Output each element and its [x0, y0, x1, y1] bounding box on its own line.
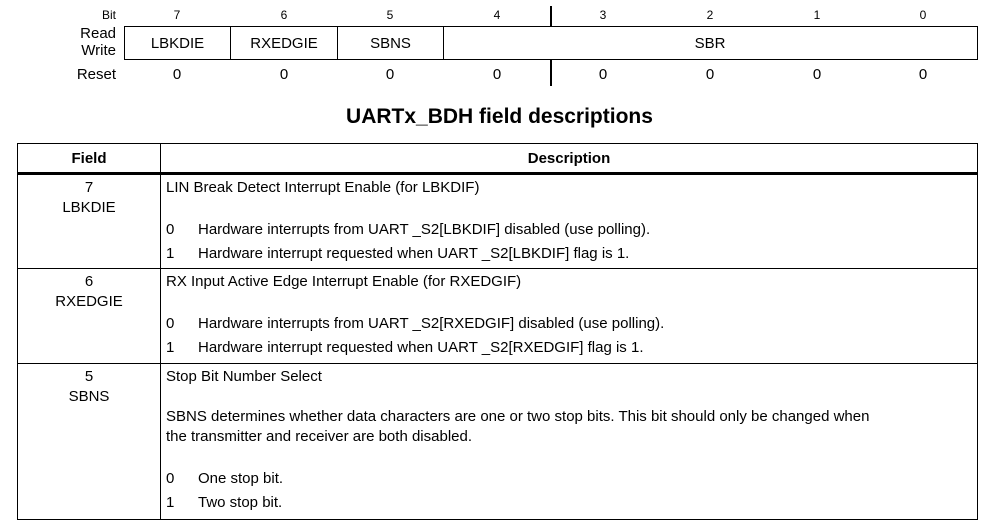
field-detail-line: SBNS determines whether data characters are one or two stop bits. This bit should only be changed when — [166, 408, 870, 425]
table-row — [18, 175, 977, 269]
option-value: 0 — [166, 315, 175, 332]
read-row-label: Read — [80, 25, 116, 42]
option-value: 0 — [166, 221, 175, 238]
description-cell — [161, 364, 977, 519]
field-sbns: SBNS — [338, 27, 444, 59]
table-row — [18, 364, 977, 519]
option-text: Hardware interrupts from UART _S2[LBKDIF] disabled (use polling). — [198, 221, 651, 238]
field-bit-number: 7 — [84, 179, 94, 196]
field-bit-number: 6 — [84, 273, 94, 290]
field-summary: LIN Break Detect Interrupt Enable (for LBKDIF) — [166, 179, 480, 196]
table-title: UARTx_BDH field descriptions — [346, 105, 653, 128]
field-cell — [18, 269, 161, 363]
field-name: RXEDGIE — [55, 293, 123, 310]
option-value: 1 — [166, 245, 175, 262]
reset-value: 0 — [705, 66, 715, 83]
description-cell — [161, 269, 977, 363]
table-header — [18, 144, 977, 175]
field-lbkdie: LBKDIE — [125, 27, 231, 59]
bit-number: 1 — [813, 8, 821, 22]
write-row-label: Write — [81, 42, 116, 59]
description-cell — [161, 175, 977, 268]
reset-value: 0 — [385, 66, 395, 83]
register-diagram — [0, 0, 999, 92]
bit-number: 2 — [706, 8, 714, 22]
bit-number: 6 — [280, 8, 288, 22]
value-option — [166, 242, 973, 266]
option-value: 1 — [166, 494, 175, 511]
option-text: Hardware interrupt requested when UART _S2[RXEDGIF] flag is 1. — [198, 339, 644, 356]
nibble-divider-top — [550, 6, 552, 26]
value-option — [166, 336, 973, 360]
field-rxedgie: RXEDGIE — [231, 27, 338, 59]
nibble-divider-bottom — [550, 60, 552, 86]
reset-value: 0 — [918, 66, 928, 83]
bit-number: 7 — [173, 8, 181, 22]
reset-value: 0 — [812, 66, 822, 83]
value-option — [166, 218, 973, 242]
table-row — [18, 269, 977, 364]
field-sbr: SBR — [694, 34, 726, 52]
value-option — [166, 312, 973, 336]
reset-value: 0 — [279, 66, 289, 83]
bit-number: 4 — [493, 8, 501, 22]
option-text: Hardware interrupts from UART _S2[RXEDGIF] disabled (use polling). — [198, 315, 665, 332]
reset-value: 0 — [598, 66, 608, 83]
bit-number: 3 — [599, 8, 607, 22]
field-cell — [18, 364, 161, 519]
option-text: One stop bit. — [198, 470, 284, 487]
bit-number: 0 — [919, 8, 927, 22]
bit-row-label: Bit — [101, 8, 116, 22]
reset-value: 0 — [492, 66, 502, 83]
register-field-box — [124, 26, 978, 60]
reset-row-label: Reset — [76, 66, 116, 83]
description-column-header: Description — [527, 149, 611, 167]
field-description-table — [17, 143, 978, 520]
option-value: 0 — [166, 470, 175, 487]
field-name: LBKDIE — [62, 199, 116, 216]
value-option — [166, 491, 973, 515]
field-column-header: Field — [18, 144, 161, 172]
field-detail-line: the transmitter and receiver are both disabled. — [166, 428, 472, 445]
field-bit-number: 5 — [84, 368, 94, 385]
value-option — [166, 467, 973, 491]
option-value: 1 — [166, 339, 175, 356]
field-cell — [18, 175, 161, 268]
field-name: SBNS — [68, 388, 110, 405]
bit-number: 5 — [386, 8, 394, 22]
option-text: Two stop bit. — [198, 494, 283, 511]
field-summary: RX Input Active Edge Interrupt Enable (for RXEDGIF) — [166, 273, 522, 290]
option-text: Hardware interrupt requested when UART _S2[LBKDIF] flag is 1. — [198, 245, 630, 262]
field-summary: Stop Bit Number Select — [166, 368, 322, 385]
reset-value: 0 — [172, 66, 182, 83]
